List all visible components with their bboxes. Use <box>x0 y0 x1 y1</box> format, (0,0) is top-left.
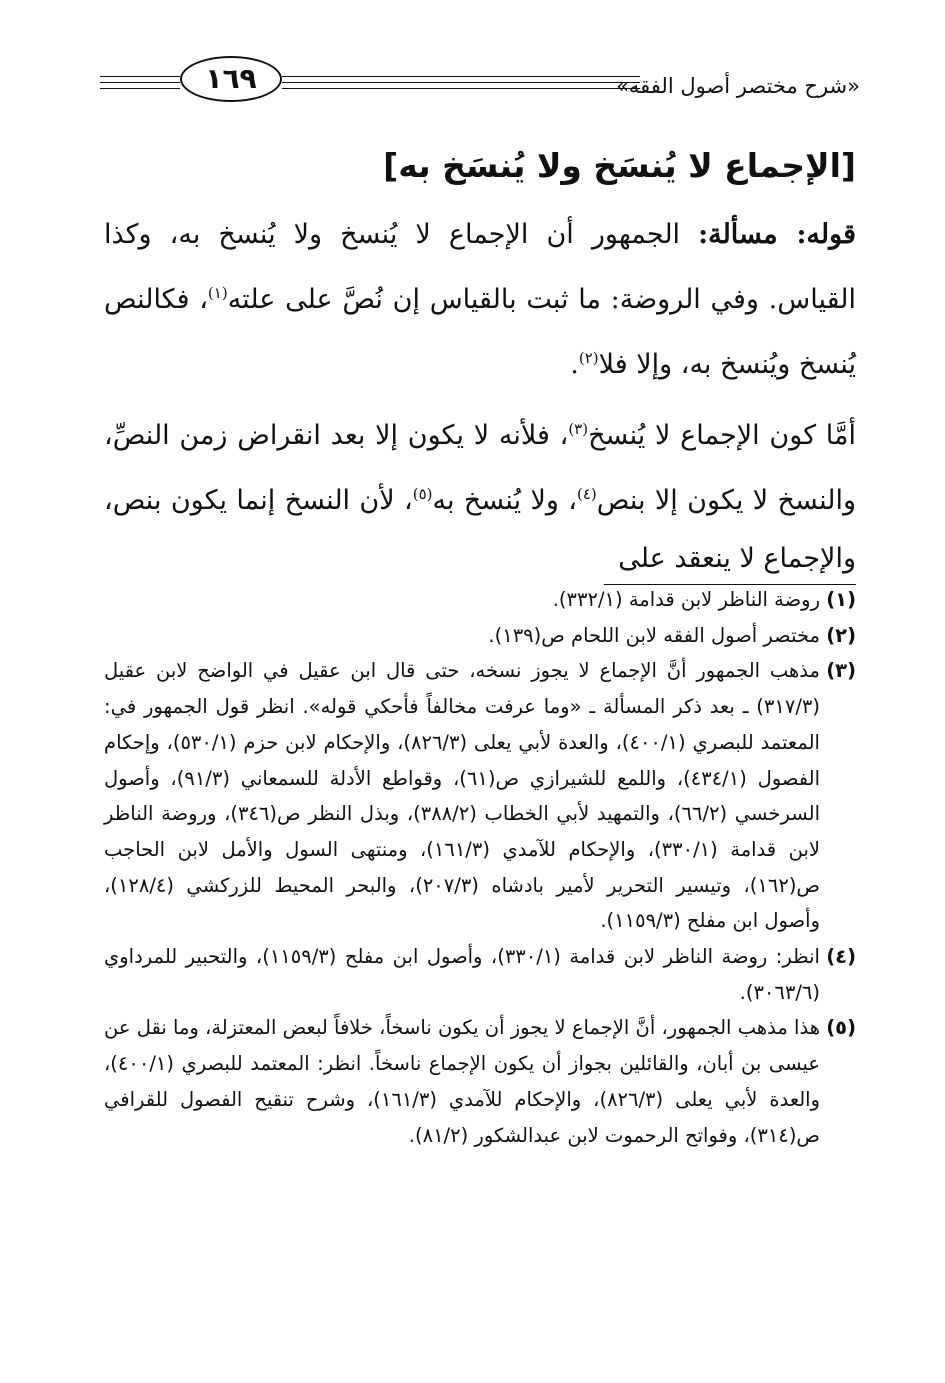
footnote-text: روضة الناظر لابن قدامة (٣٣٢/١). <box>552 588 820 611</box>
paragraph-text: الجمهور أن الإجماع لا يُنسخ ولا يُنسخ به، وكذا القياس. وفي الروضة: ما ثبت بالقياس إن نُصَّ على علته <box>104 219 856 315</box>
footnote-ref: (٣) <box>568 420 589 438</box>
main-text <box>104 140 856 594</box>
footnote-number: (٣) <box>826 659 856 683</box>
section-title: [الإجماع لا يُنسَخ ولا يُنسَخ به] <box>383 146 856 185</box>
paragraph-text: ، فلأنه لا يكون إلا بعد انقراض زمن النصِّ، والنسخ لا يكون إلا بنص <box>104 420 856 516</box>
paragraph-text: ، فكالنص يُنسخ ويُنسخ به، وإلا فلا <box>104 284 856 380</box>
footnote <box>104 582 856 618</box>
footnote <box>104 618 856 654</box>
paragraph-lead: قوله: مسألة: <box>698 219 856 250</box>
header-rule-left-1 <box>100 76 180 77</box>
running-header-title: «شرح مختصر أصول الفقه» <box>616 74 860 98</box>
footnote-ref: (٢) <box>578 349 599 367</box>
footnote-number: (٥) <box>826 1016 856 1040</box>
page-header <box>100 52 860 112</box>
footnote-number: (٢) <box>826 623 856 647</box>
footnote-ref: (٤) <box>577 485 597 503</box>
footnote-text: انظر: روضة الناظر لابن قدامة (٣٣٠/١)، وأصول ابن مفلح (١١٥٩/٣)، والتحبير للمرداوي (٣٠٦٣/٦). <box>104 945 820 1004</box>
paragraph-2 <box>104 400 856 588</box>
footnote-text: مختصر أصول الفقه لابن اللحام ص(١٣٩). <box>488 623 820 647</box>
paragraph-text: أمَّا كون الإجماع لا يُنسخ <box>588 420 856 451</box>
page-number: ١٦٩ <box>180 56 282 102</box>
footnote <box>104 1010 856 1153</box>
footnotes <box>104 582 856 1153</box>
footnote-text: مذهب الجمهور أنَّ الإجماع لا يجوز نسخه، حتى قال ابن عقيل في الواضح لابن عقيل (٣١٧/٣) ـ بعد ذكر المسألة ـ «وما عرفت مخالفاً فأحكي قوله». انظر قول الجمهور في: المعتمد للبصري (٤٠٠/١)، والعدة لأبي يعلى (٨٢٦/٣)، والإحكام لابن حزم (٥٣٠/١)، وإحكام الفصول (٤٣٤/١)، واللمع للشيرازي ص(٦١)، وقواطع الأدلة للسمعاني (٩١/٣)، وأصول السرخسي (٦٦/٢)، والتمهيد لأبي الخطاب (٣٨٨/٢)، وبذل النظر ص(٣٤٦)، وروضة الناظر لابن قدامة (٣٣٠/١)، والإحكام للآمدي (١٦١/٣)، ومنتهى السول والأمل لابن الحاجب ص(١٦٢)، وتيسير التحرير لأمير بادشاه (٢٠٧/٣)، والبحر المحيط للزركشي (١٢٨/٤)، وأصول ابن مفلح (١١٥٩/٣). <box>104 659 820 933</box>
header-rule-left-3 <box>100 88 180 89</box>
footnote-ref: (١) <box>207 284 228 302</box>
footnote-text: هذا مذهب الجمهور، أنَّ الإجماع لا يجوز أن يكون ناسخاً، خلافاً لبعض المعتزلة، وما نقل عن عيسى بن أبان، والقائلين بجواز أن يكون الإجماع ناسخاً. انظر: المعتمد للبصري (٤٠٠/١)، والعدة لأبي يعلى (٨٢٦/٣)، والإحكام للآمدي (١٦١/٣)، وشرح تنقيح الفصول للقرافي ص(٣١٤)، وفواتح الرحموت لابن عبدالشكور (٨١/٢). <box>104 1016 820 1147</box>
header-rule-right-1 <box>282 76 640 77</box>
footnote-number: (١) <box>826 588 856 611</box>
footnote-number: (٤) <box>826 945 856 969</box>
footnote <box>104 939 856 1010</box>
paragraph-1 <box>104 206 856 394</box>
paragraph-text: ، ولا يُنسخ به <box>432 485 577 516</box>
header-rule-right-3 <box>282 88 640 89</box>
footnote <box>104 653 856 939</box>
footnote-ref: (٥) <box>412 485 433 503</box>
header-rule-left-2 <box>100 82 180 83</box>
paragraph-text: ، لأن النسخ إنما يكون بنص، والإجماع لا ينعقد على <box>104 485 856 574</box>
paragraph-text: . <box>570 349 579 380</box>
header-rule-right-2 <box>282 82 640 83</box>
